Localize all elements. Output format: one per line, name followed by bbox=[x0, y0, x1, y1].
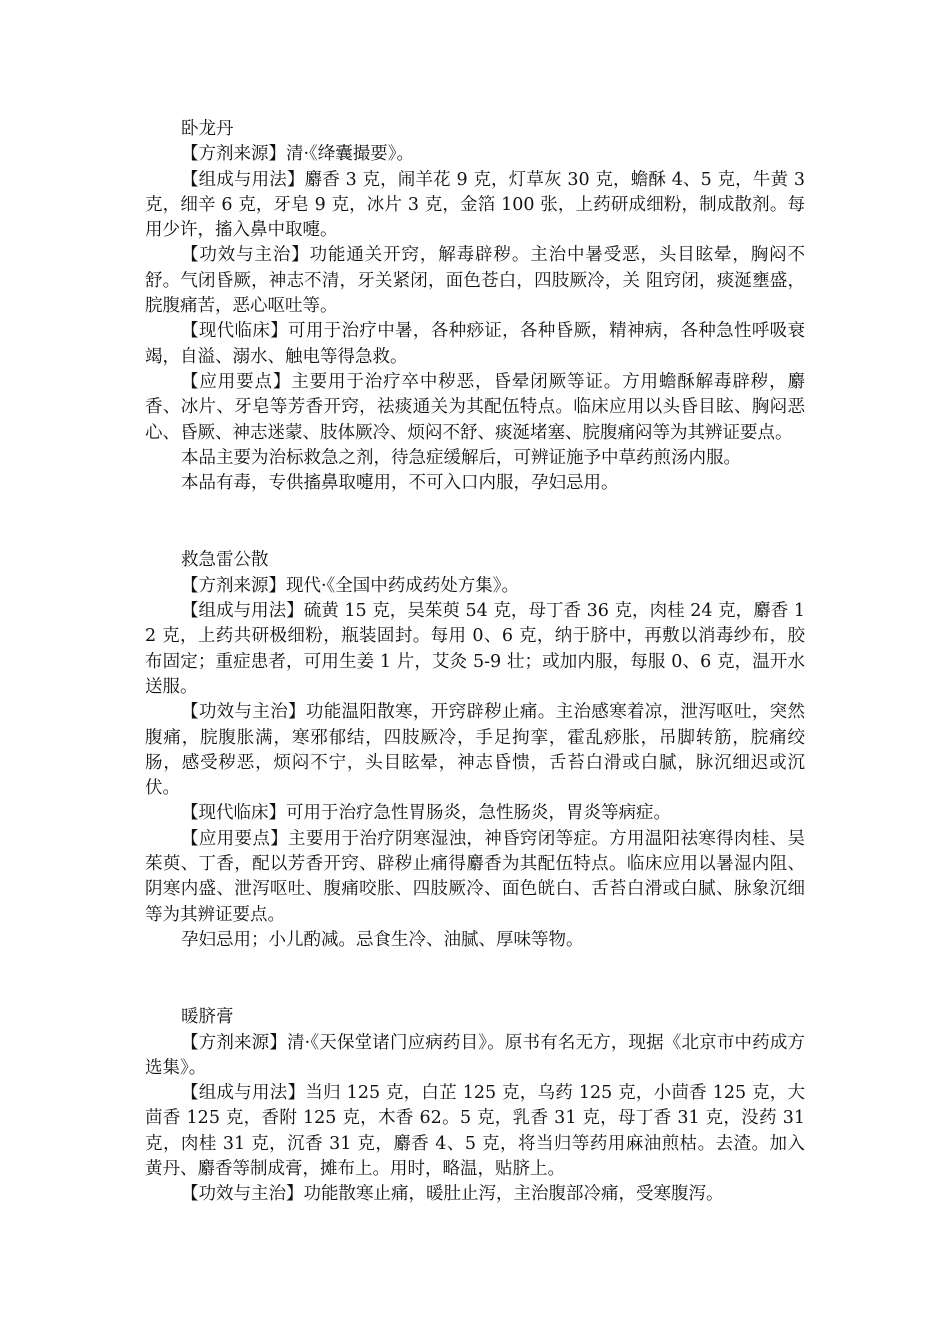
formula-section-jiujileigongsan bbox=[145, 548, 805, 953]
paragraph-key-points: 【应用要点】主要用于治疗阴寒湿浊，神昏窍闭等症。方用温阳祛寒得肉桂、吴茱萸、丁香，配以芳香开窍、辟秽止痛得麝香为其配伍特点。临床应用以暑湿内阻、阴寒内盛、泄泻呕吐、腹痛咬胀、四肢厥冷、面色㿠白、舌苔白滑或白腻、脉象沉细等为其辨证要点。 bbox=[145, 828, 805, 925]
paragraph-caution: 孕妇忌用；小儿酌减。忌食生冷、油腻、厚味等物。 bbox=[181, 929, 584, 950]
paragraph-source: 【方剂来源】现代·《全国中药成药处方集》。 bbox=[181, 575, 520, 596]
formula-title: 救急雷公散 bbox=[181, 550, 269, 571]
paragraph-composition: 【组成与用法】当归 125 克，白芷 125 克，乌药 125 克，小茴香 125 克，大茴香 125 克，香附 125 克，木香 62。5 克，乳香 31 克，母丁香 31 克，没药 31 克，肉桂 31 克，沉香 31 克，麝香 4、5 克，将当归等药用麻油煎枯。去渣。加入黄丹、麝香等制成膏，摊布上。用时，略温，贴脐上。 bbox=[145, 1083, 805, 1179]
paragraph-effects: 【功效与主治】功能通关开窍，解毒辟秽。主治中暑受恶，头目眩晕，胸闷不舒。气闭昏厥，神志不清，牙关紧闭，面色苍白，四肢厥冷，关 阻窍闭，痰涎壅盛，脘腹痛苦，恶心呕吐等。 bbox=[145, 245, 805, 317]
paragraph-source: 【方剂来源】清·《绛囊撮要》。 bbox=[181, 144, 415, 165]
formula-section-wolongdan bbox=[145, 117, 805, 496]
paragraph-clinical: 【现代临床】可用于治疗急性胃肠炎，急性肠炎，胃炎等病症。 bbox=[181, 803, 671, 824]
paragraph-effects: 【功效与主治】功能散寒止痛，暖肚止泻，主治腹部冷痛，受寒腹泻。 bbox=[181, 1184, 724, 1205]
formula-title: 卧龙丹 bbox=[181, 119, 234, 139]
document-body bbox=[145, 117, 805, 1208]
paragraph-caution: 本品有毒，专供搐鼻取嚏用，不可入口内服，孕妇忌用。 bbox=[181, 473, 619, 494]
paragraph-note: 本品主要为治标救急之剂，待急症缓解后，可辨证施予中草药煎汤内服。 bbox=[181, 447, 741, 468]
paragraph-composition: 【组成与用法】麝香 3 克，闹羊花 9 克，灯草灰 30 克，蟾酥 4、5 克，牛黄 3 克，细辛 6 克，牙皂 9 克，冰片 3 克，金箔 100 张，上药研成细粉，制成散剂。每用少许，搐入鼻中取嚏。 bbox=[145, 169, 805, 241]
paragraph-key-points: 【应用要点】主要用于治疗卒中秽恶，昏晕闭厥等证。方用蟾酥解毒辟秽，麝香、冰片、牙皂等芳香开窍，祛痰通关为其配伍特点。临床应用以头昏目眩、胸闷恶心、昏厥、神志迷蒙、肢体厥冷、烦闷不舒、痰涎堵塞、脘腹痛闷等为其辨证要点。 bbox=[145, 371, 805, 443]
paragraph-composition: 【组成与用法】硫黄 15 克，吴茱萸 54 克，母丁香 36 克，肉桂 24 克，麝香 12 克，上药共研极细粉，瓶装固封。每用 0、6 克，纳于脐中，再敷以消毒纱布，胶布固定；重症患者，可用生姜 1 片，艾灸 5-9 壮；或加内服，每服 0、6 克，温开水送服。 bbox=[145, 601, 805, 697]
formula-title: 暖脐膏 bbox=[181, 1007, 234, 1028]
paragraph-source: 【方剂来源】清·《天保堂诸门应病药目》。原书有名无方，现据《北京市中药成方选集》。 bbox=[145, 1032, 805, 1078]
paragraph-clinical: 【现代临床】可用于治疗中暑，各种痧证，各种昏厥，精神病，各种急性呼吸衰竭，自溢、溺水、触电等得急救。 bbox=[145, 321, 805, 367]
paragraph-effects: 【功效与主治】功能温阳散寒，开窍辟秽止痛。主治感寒着凉，泄泻呕吐，突然腹痛，脘腹胀满，寒邪郁结，四肢厥冷，手足拘挛，霍乱痧胀，吊脚转筋，脘痛绞肠，感受秽恶，烦闷不宁，头目眩晕，神志昏愦，舌苔白滑或白腻，脉沉细迟或沉伏。 bbox=[145, 702, 805, 799]
formula-section-nuanqigao bbox=[145, 1005, 805, 1207]
